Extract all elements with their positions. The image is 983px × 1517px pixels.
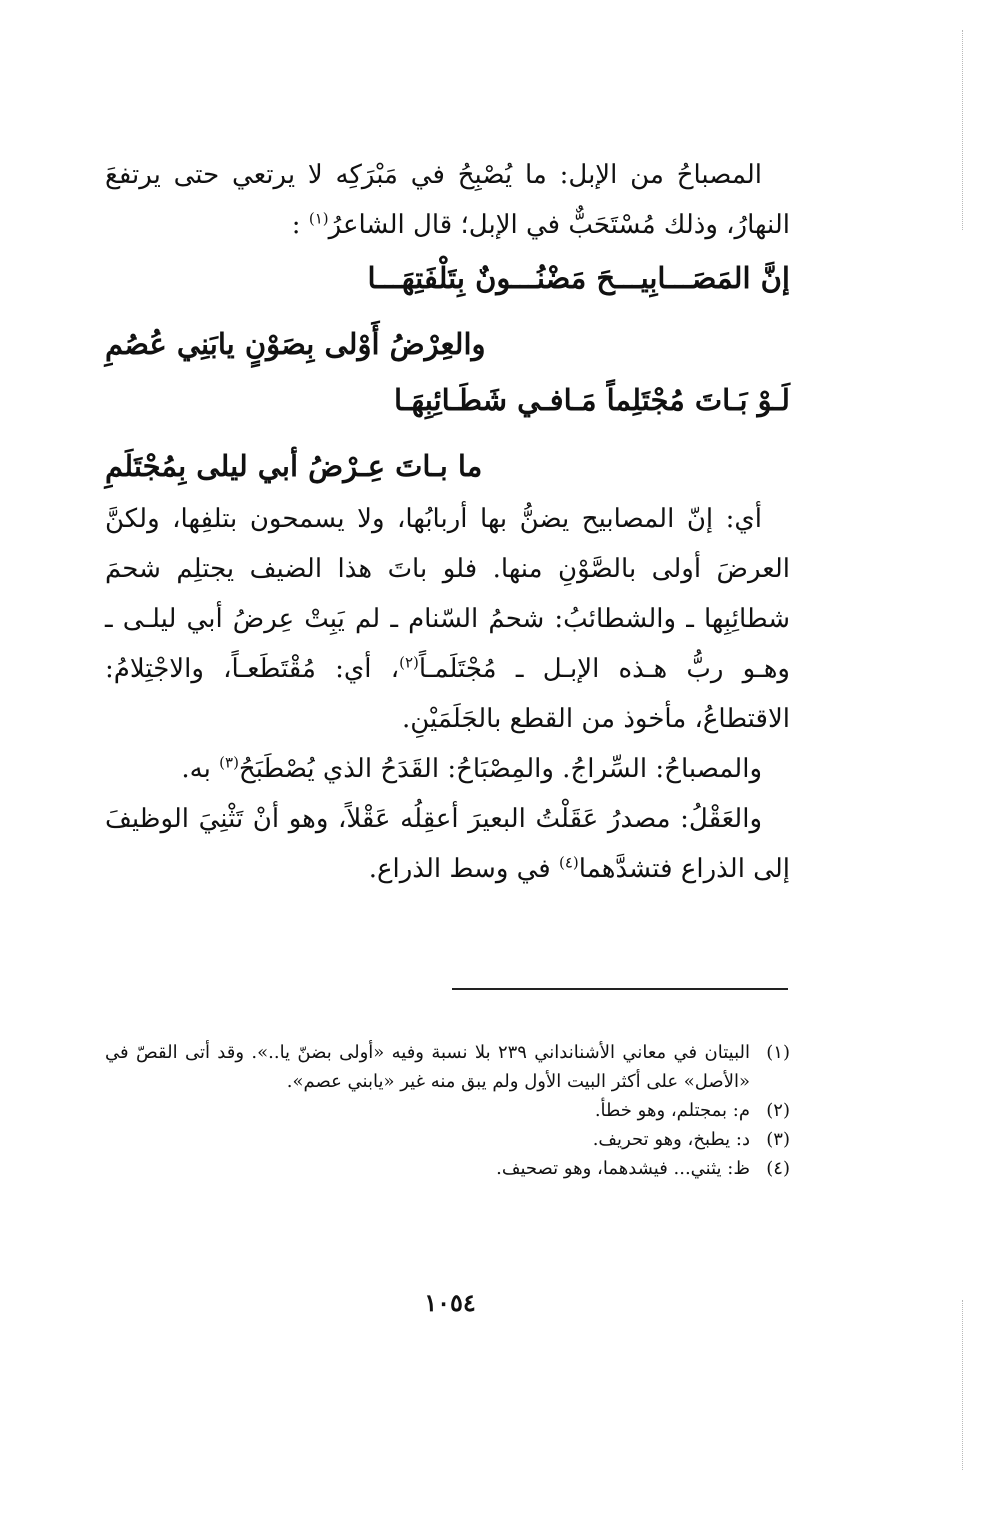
main-text	[105, 150, 790, 894]
footnote-ref-1: (١)	[308, 209, 329, 228]
footnote-ref-2: (٢)	[399, 653, 419, 672]
footnote-text: م: بمجتلم، وهو خطأ.	[594, 1100, 750, 1121]
paragraph-text-end: في وسط الذراع.	[368, 854, 551, 884]
page-edge-line-top	[962, 30, 963, 230]
paragraph-explanation	[105, 494, 790, 744]
paragraph-text-end: به.	[181, 754, 211, 784]
footnote-ref-4: (٤)	[559, 853, 579, 872]
paragraph-aql	[105, 794, 790, 894]
footnote-separator	[452, 988, 788, 990]
footnotes	[105, 1038, 790, 1183]
page-edge-line-bottom	[962, 1300, 963, 1470]
footnote-text: البيتان في معاني الأشنانداني ٢٣٩ بلا نسبة وفيه «أولى بضنّ يا..». وقد أتى القصّ في «الأصل» على أكثر البيت الأول ولم يبق منه غير «يابني عصم».	[105, 1042, 750, 1092]
verse-1-first-hemistich: إنَّ المَصَـــابِيـــحَ مَضْنُـــونٌ بِتَلْفَتِهَـــا	[367, 261, 790, 295]
footnote-text: ظ: يثني... فيشدهما، وهو تصحيف.	[496, 1158, 750, 1179]
paragraph-text-end: ، أي: مُقْتَطَعـاً، والاجْتِلامُ: الاقتطاعُ، مأخوذ من القطع بالجَلَمَيْنِ.	[105, 654, 790, 734]
footnote-3	[105, 1125, 790, 1154]
footnote-number: (٤)	[766, 1158, 790, 1179]
footnote-number: (١)	[766, 1042, 790, 1063]
paragraph-text: والمصباحُ: السِّراجُ. والمِصْبَاحُ: القَدَحُ الذي يُصْطَبَحُ	[238, 754, 762, 784]
paragraph-text: المصباحُ من الإبل: ما يُصْبِحُ في مَبْرَكِه لا يرتعي حتى يرتفعَ النهارُ، وذلك مُسْتَحَبٌّ في الإبل؛ قال الشاعرُ	[105, 160, 790, 240]
paragraph-misbah-camel	[105, 150, 790, 250]
footnote-text: د: يطبخ، وهو تحريف.	[592, 1129, 750, 1150]
footnote-number: (٢)	[766, 1100, 790, 1121]
page-number: ١٠٥٤	[424, 1288, 476, 1317]
paragraph-misbah-lamp	[105, 744, 790, 794]
paragraph-text: أي: إنّ المصابيح يضنُّ بها أربابُها، ولا يسمحون بتلفِها، ولكنَّ العرضَ أولى بالصَّوْنِ منها. فلو باتَ هذا الضيف يجتلِم شحمَ شطائِبِها ـ والشطائبُ: شحمُ السّنام ـ لم يَبِتْ عِرضُ أبي ليلـى ـ وهـو ربُّ هـذه الإبـل ـ مُجْتَلَمـاً	[105, 504, 790, 684]
paragraph-text: والعَقْلُ: مصدرُ عَقَلْتُ البعيرَ أعقِلُه عَقْلاً، وهو أنْ تَثْنِيَ الوظيفَ إلى الذراع فتشدَّهما	[105, 804, 790, 884]
verse-2-first-hemistich: لَـوْ بَـاتَ مُجْتَلِماً مَـافـي شَطَـائِبِهَـا	[394, 383, 790, 417]
paragraph-text-end: :	[291, 210, 301, 240]
footnote-1	[105, 1038, 790, 1096]
verse-1-second-hemistich: والعِرْضُ أَوْلى بِصَوْنٍ يابَنِي عُصُمِ	[105, 327, 486, 361]
footnote-ref-3: (٣)	[219, 753, 239, 772]
footnote-4	[105, 1154, 790, 1183]
footnote-2	[105, 1096, 790, 1125]
footnote-number: (٣)	[766, 1129, 790, 1150]
verse-2-second-hemistich: ما بـاتَ عِـرْضُ أبي ليلى بِمُجْتَلَمِ	[105, 449, 483, 483]
